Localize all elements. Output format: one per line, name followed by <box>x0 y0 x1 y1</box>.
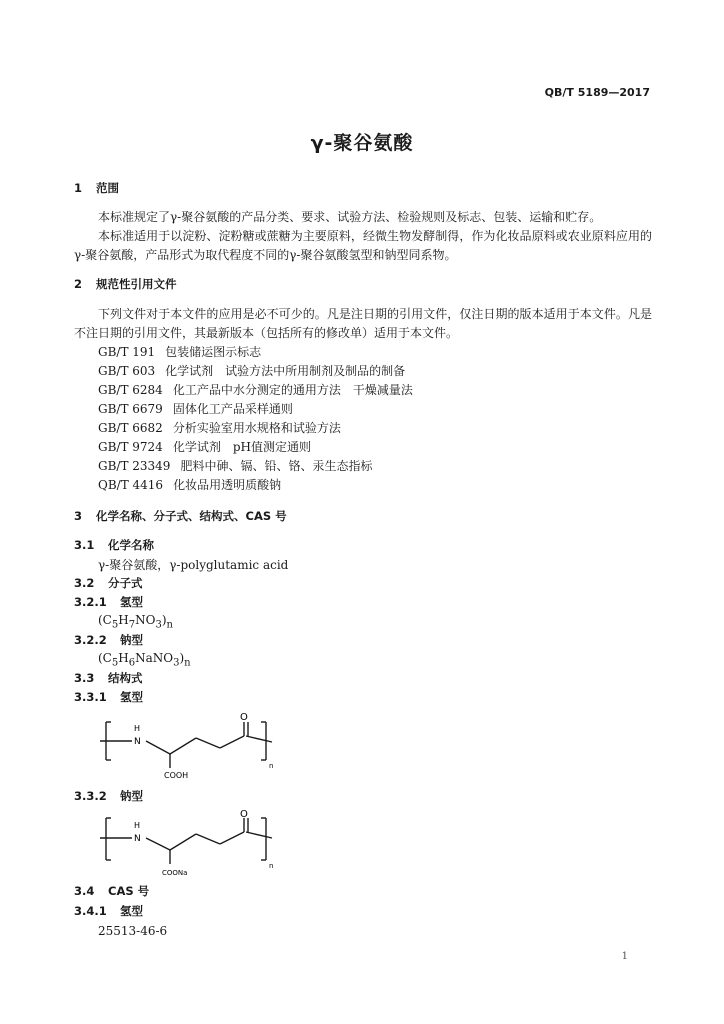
repeat-n-label: n <box>269 762 274 770</box>
formula-part: NO <box>135 613 156 627</box>
formula-sub: 7 <box>128 619 136 631</box>
acid-group-label: COOH <box>164 771 189 780</box>
section-3-3-heading <box>74 670 143 686</box>
section-title: 规范性引用文件 <box>96 277 177 291</box>
o-label: O <box>240 712 248 723</box>
ref-item <box>98 400 293 419</box>
section-title: 分子式 <box>108 576 143 590</box>
formula-sub: n <box>166 619 173 631</box>
h-label: H <box>134 724 141 733</box>
ref-item <box>98 343 261 362</box>
section-number: 2 <box>74 277 83 291</box>
ref-item <box>98 419 341 438</box>
ref-name: 化学试剂 试验方法中所用制剂及制品的制备 <box>165 364 406 378</box>
structure-hydrogen <box>96 708 296 790</box>
structure-sodium <box>96 808 296 880</box>
section-3-3-2-heading <box>74 788 143 804</box>
ref-name: 化学试剂 pH值测定通则 <box>172 440 311 454</box>
section-title: 氢型 <box>120 595 143 609</box>
section-title: 氢型 <box>120 690 143 704</box>
ref-code: GB/T 191 <box>98 345 156 359</box>
section-number: 3.2.2 <box>74 633 107 647</box>
ref-name: 固体化工产品采样通则 <box>172 402 293 416</box>
ref-code: GB/T 23349 <box>98 459 171 473</box>
formula-sub: 3 <box>155 619 162 631</box>
section-3-3-1-heading <box>74 689 143 705</box>
sodium-group-label: COONa <box>162 869 188 877</box>
formula-part: (C <box>98 613 112 627</box>
formula-sub: 5 <box>111 619 119 631</box>
formula-sub: 5 <box>111 657 119 669</box>
formula-part: (C <box>98 651 112 665</box>
section-number: 3.4 <box>74 884 95 898</box>
section-3-4-heading <box>74 883 149 899</box>
document-title: γ-聚谷氨酸 <box>310 132 414 154</box>
ref-name: 化工产品中水分测定的通用方法 干燥减量法 <box>172 383 413 397</box>
chemical-name: γ-聚谷氨酸，γ-polyglutamic acid <box>98 558 289 572</box>
standard-number: QB/T 5189—2017 <box>544 86 650 99</box>
formula-part: H <box>118 651 129 665</box>
section-3-2-2-heading <box>74 632 143 648</box>
section-number: 3.3.2 <box>74 789 107 803</box>
h-label: H <box>134 821 141 830</box>
section-title: 化学名称 <box>108 538 154 552</box>
formula-sub: 6 <box>128 657 136 669</box>
formula-sodium <box>98 651 191 668</box>
ref-item <box>98 438 311 457</box>
refs-intro-paragraph: 下列文件对于本文件的应用是必不可少的。凡是注日期的引用文件，仅注日期的版本适用于本文件。凡是不注日期的引用文件，其最新版本（包括所有的修改单）适用于本文件。 <box>74 307 652 340</box>
ref-name: 肥料中砷、镉、铅、铬、汞生态指标 <box>180 459 373 473</box>
section-3-heading <box>74 508 287 524</box>
section-title: 钠型 <box>120 633 143 647</box>
ref-code: GB/T 6682 <box>98 421 163 435</box>
section-number: 3 <box>74 509 83 523</box>
ref-code: GB/T 603 <box>98 364 156 378</box>
section-number: 3.2.1 <box>74 595 107 609</box>
n-label: N <box>134 737 141 747</box>
section-number: 3.4.1 <box>74 904 107 918</box>
section-3-1-heading <box>74 537 154 553</box>
repeat-n-label: n <box>269 862 274 870</box>
section-title: 钠型 <box>120 789 143 803</box>
formula-part: NaNO <box>135 651 174 665</box>
ref-item <box>98 457 372 476</box>
ref-code: QB/T 4416 <box>98 478 164 492</box>
section-3-2-1-heading <box>74 594 143 610</box>
ref-code: GB/T 6284 <box>98 383 163 397</box>
ref-code: GB/T 9724 <box>98 440 163 454</box>
ref-code: GB/T 6679 <box>98 402 163 416</box>
page-number: 1 <box>621 951 628 962</box>
ref-item <box>98 381 413 400</box>
section-number: 1 <box>74 181 83 195</box>
ref-item <box>98 476 281 495</box>
section-3-4-1-heading <box>74 903 143 919</box>
formula-part: ) <box>161 613 167 627</box>
section-title: CAS 号 <box>108 884 150 898</box>
formula-sub: n <box>184 657 191 669</box>
formula-part: H <box>118 613 129 627</box>
cas-number-hydrogen: 25513-46-6 <box>98 924 168 938</box>
section-title: 结构式 <box>108 671 143 685</box>
section-title: 范围 <box>96 181 119 195</box>
formula-hydrogen <box>98 613 173 630</box>
ref-name: 化妆品用透明质酸钠 <box>173 478 282 492</box>
ref-name: 包装储运图示标志 <box>165 345 262 359</box>
scope-paragraph-2: 本标准适用于以淀粉、淀粉糖或蔗糖为主要原料，经微生物发酵制得，作为化妆品原料或农业原料应用的γ-聚谷氨酸，产品形式为取代程度不同的γ-聚谷氨酸氢型和钠型同系物。 <box>74 229 652 262</box>
section-number: 3.3 <box>74 671 95 685</box>
section-number: 3.1 <box>74 538 95 552</box>
section-1-heading <box>74 180 119 196</box>
formula-sub: 3 <box>173 657 180 669</box>
section-2-heading <box>74 276 177 292</box>
n-label: N <box>134 834 141 844</box>
ref-name: 分析实验室用水规格和试验方法 <box>172 421 341 435</box>
section-number: 3.3.1 <box>74 690 107 704</box>
section-title: 氢型 <box>120 904 143 918</box>
ref-item <box>98 362 405 381</box>
section-title: 化学名称、分子式、结构式、CAS 号 <box>96 509 287 523</box>
o-label: O <box>240 809 248 820</box>
section-number: 3.2 <box>74 576 95 590</box>
scope-paragraph-1: 本标准规定了γ-聚谷氨酸的产品分类、要求、试验方法、检验规则及标志、包装、运输和贮存。 <box>98 210 602 224</box>
formula-part: ) <box>179 651 185 665</box>
section-3-2-heading <box>74 575 143 591</box>
